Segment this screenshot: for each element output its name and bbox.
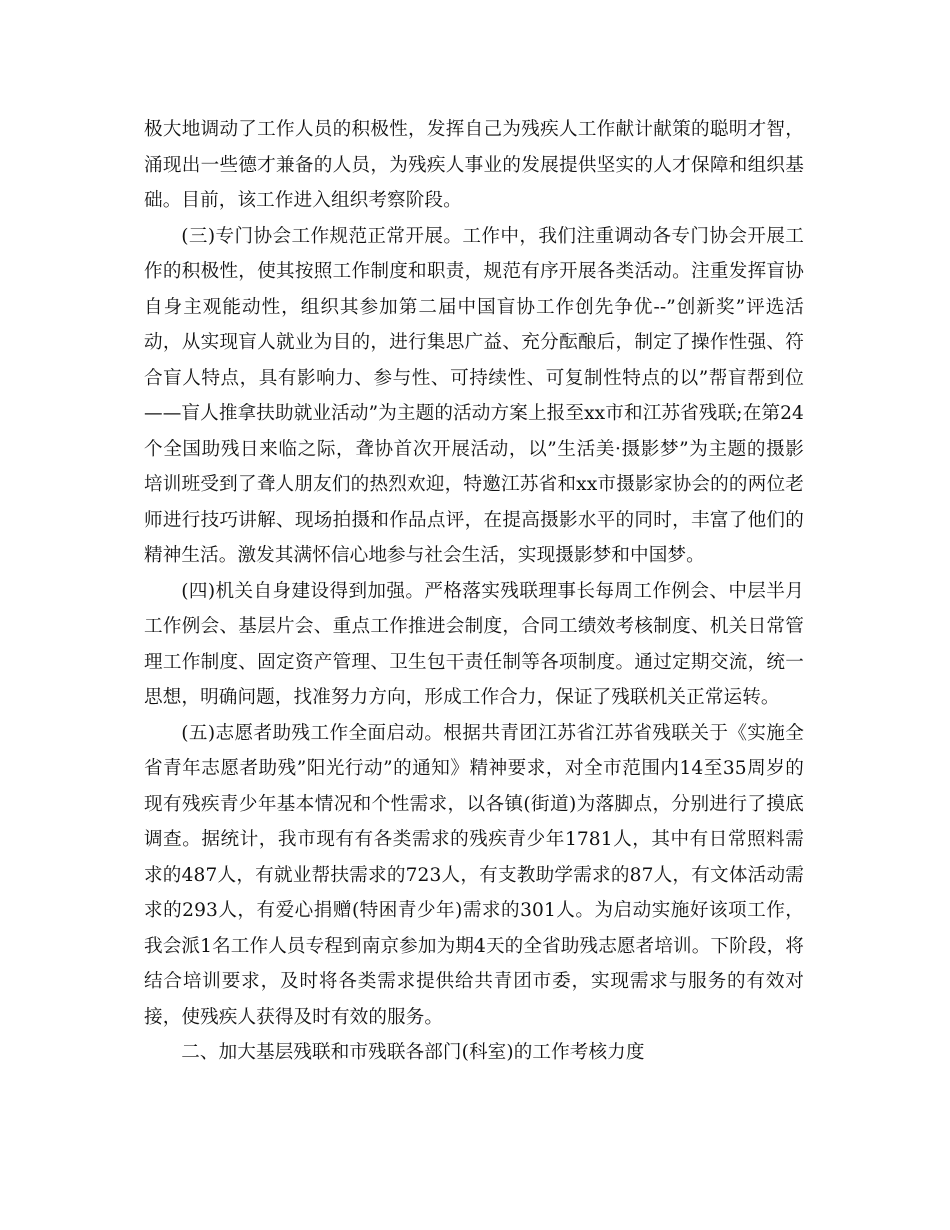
paragraph-section-four: (四)机关自身建设得到加强。严格落实残联理事长每周工作例会、中层半月工作例会、基层片会、重点工作推进会制度，合同工绩效考核制度、机关日常管理工作制度、固定资产管理、卫生包干责任制等各项制度。通过定期交流，统一思想，明确问题，找准努力方向，形成工作合力，保证了残联机关正常运转。 — [144, 580, 804, 708]
paragraph-section-five: (五)志愿者助残工作全面启动。根据共青团江苏省江苏省残联关于《实施全省青年志愿者助残”阳光行动”的通知》精神要求，对全市范围内14至35周岁的现有残疾青少年基本情况和个性需求，以各镇(街道)为落脚点，分别进行了摸底调查。据统计，我市现有有各类需求的残疾青少年1781人，其中有日常照料需求的487人，有就业帮扶需求的723人，有支教助学需求的87人，有文体活动需求的293人，有爱心捐赠(特困青少年)需求的301人。为启动实施好该项工作，我会派1名工作人员专程到南京参加为期4天的全省助残志愿者培训。下阶段，将结合培训要求，及时将各类需求提供给共青团市委，实现需求与服务的有效对接，使残疾人获得及时有效的服务。 — [144, 722, 804, 1028]
paragraph-continuation: 极大地调动了工作人员的积极性，发挥自己为残疾人工作献计献策的聪明才智，涌现出一些德才兼备的人员，为残疾人事业的发展提供坚实的人才保障和组织基础。目前，该工作进入组织考察阶段。 — [144, 119, 804, 211]
document-body — [144, 112, 804, 1071]
paragraph-section-three: (三)专门协会工作规范正常开展。工作中，我们注重调动各专门协会开展工作的积极性，使其按照工作制度和职责，规范有序开展各类活动。注重发挥盲协自身主观能动性，组织其参加第二届中国盲协工作创先争优--”创新奖”评选活动，从实现盲人就业为目的，进行集思广益、充分酝酿后，制定了操作性强、符合盲人特点，具有影响力、参与性、可持续性、可复制性特点的以”帮盲帮到位——盲人推拿扶助就业活动”为主题的活动方案上报至xx市和江苏省残联;在第24个全国助残日来临之际，聋协首次开展活动，以”生活美·摄影梦”为主题的摄影培训班受到了聋人朋友们的热烈欢迎，特邀江苏省和xx市摄影家协会的的两位老师进行技巧讲解、现场拍摄和作品点评，在提高摄影水平的同时，丰富了他们的精神生活。激发其满怀信心地参与社会生活，实现摄影梦和中国梦。 — [144, 225, 804, 566]
heading-section-two: 二、加大基层残联和市残联各部门(科室)的工作考核力度 — [181, 1042, 645, 1063]
